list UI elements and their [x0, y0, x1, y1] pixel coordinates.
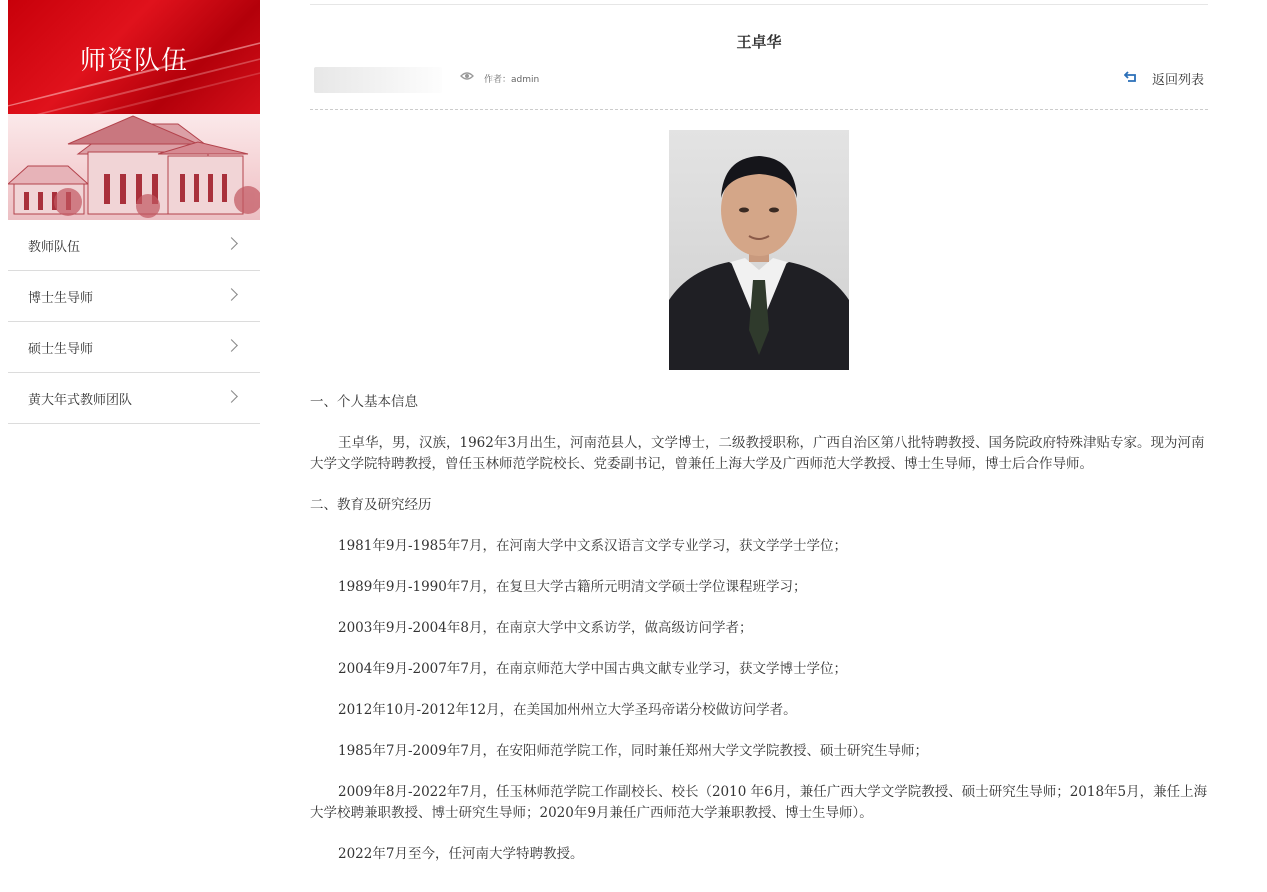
paragraph: 王卓华，男，汉族，1962年3月出生，河南范县人，文学博士，二级教授职称，广西自治区第八批特聘教授、国务院政府特殊津贴专家。现为河南大学文学院特聘教授，曾任玉林师范学院校长、党委副书记，曾兼任上海大学及广西师范大学教授、博士生导师，博士后合作导师。 — [310, 435, 1205, 472]
article-meta — [310, 65, 1208, 110]
faded-watermark — [314, 67, 442, 93]
return-arrow-icon[interactable] — [1124, 71, 1138, 83]
sidebar-menu — [8, 220, 260, 424]
sidebar-item-huang-danian-team[interactable] — [8, 373, 260, 424]
campus-building-banner — [8, 114, 260, 220]
sidebar-header — [8, 0, 260, 114]
section-heading: 二、教育及研究经历 — [310, 497, 432, 513]
sidebar-item-label: 硕士生导师 — [28, 342, 94, 357]
section-heading: 一、个人基本信息 — [310, 394, 418, 410]
sidebar-item-label: 博士生导师 — [28, 291, 94, 306]
paragraph: 1985年7月-2009年7月，在安阳师范学院工作，同时兼任郑州大学文学院教授、硕士研究生导师； — [338, 743, 928, 759]
sidebar-item-label: 黄大年式教师团队 — [28, 393, 133, 408]
sidebar-item-label: 教师队伍 — [28, 240, 81, 255]
sidebar-item-teachers[interactable] — [8, 220, 260, 271]
sidebar — [8, 0, 260, 424]
paragraph: 1981年9月-1985年7月，在河南大学中文系汉语言文学专业学习，获文学学士学位； — [338, 538, 847, 554]
article-author: 作者：admin — [484, 75, 540, 85]
portrait-photo — [669, 130, 849, 370]
eye-icon — [460, 71, 474, 81]
sidebar-item-doctoral-supervisors[interactable] — [8, 271, 260, 322]
sidebar-item-master-supervisors[interactable] — [8, 322, 260, 373]
chevron-right-icon — [225, 237, 238, 250]
campus-building-illustration — [8, 114, 260, 220]
paragraph: 2022年7月至今，任河南大学特聘教授。 — [338, 846, 584, 862]
chevron-right-icon — [225, 288, 238, 301]
article-main — [310, 0, 1208, 885]
chevron-right-icon — [225, 339, 238, 352]
top-divider — [310, 0, 1208, 5]
paragraph: 2003年9月-2004年8月，在南京大学中文系访学，做高级访问学者； — [338, 620, 753, 636]
article-title: 王卓华 — [736, 33, 782, 51]
paragraph: 2012年10月-2012年12月，在美国加州州立大学圣玛帝诺分校做访问学者。 — [338, 702, 797, 718]
paragraph: 1989年9月-1990年7月，在复旦大学古籍所元明清文学硕士学位课程班学习； — [338, 579, 807, 595]
back-to-list-link[interactable]: 返回列表 — [1151, 73, 1204, 88]
chevron-right-icon — [225, 390, 238, 403]
sidebar-title: 师资队伍 — [79, 46, 188, 76]
article-content — [310, 392, 1208, 865]
paragraph: 2004年9月-2007年7月，在南京师范大学中国古典文献专业学习，获文学博士学位； — [338, 661, 847, 677]
paragraph: 2009年8月-2022年7月，任玉林师范学院工作副校长、校长（2010 年6月，兼任广西大学文学院教授、硕士研究生导师；2018年5月，兼任上海大学校聘兼职教授、博士研究生导师；2020年9月兼任广西师范大学兼职教授、博士生导师）。 — [310, 784, 1208, 821]
